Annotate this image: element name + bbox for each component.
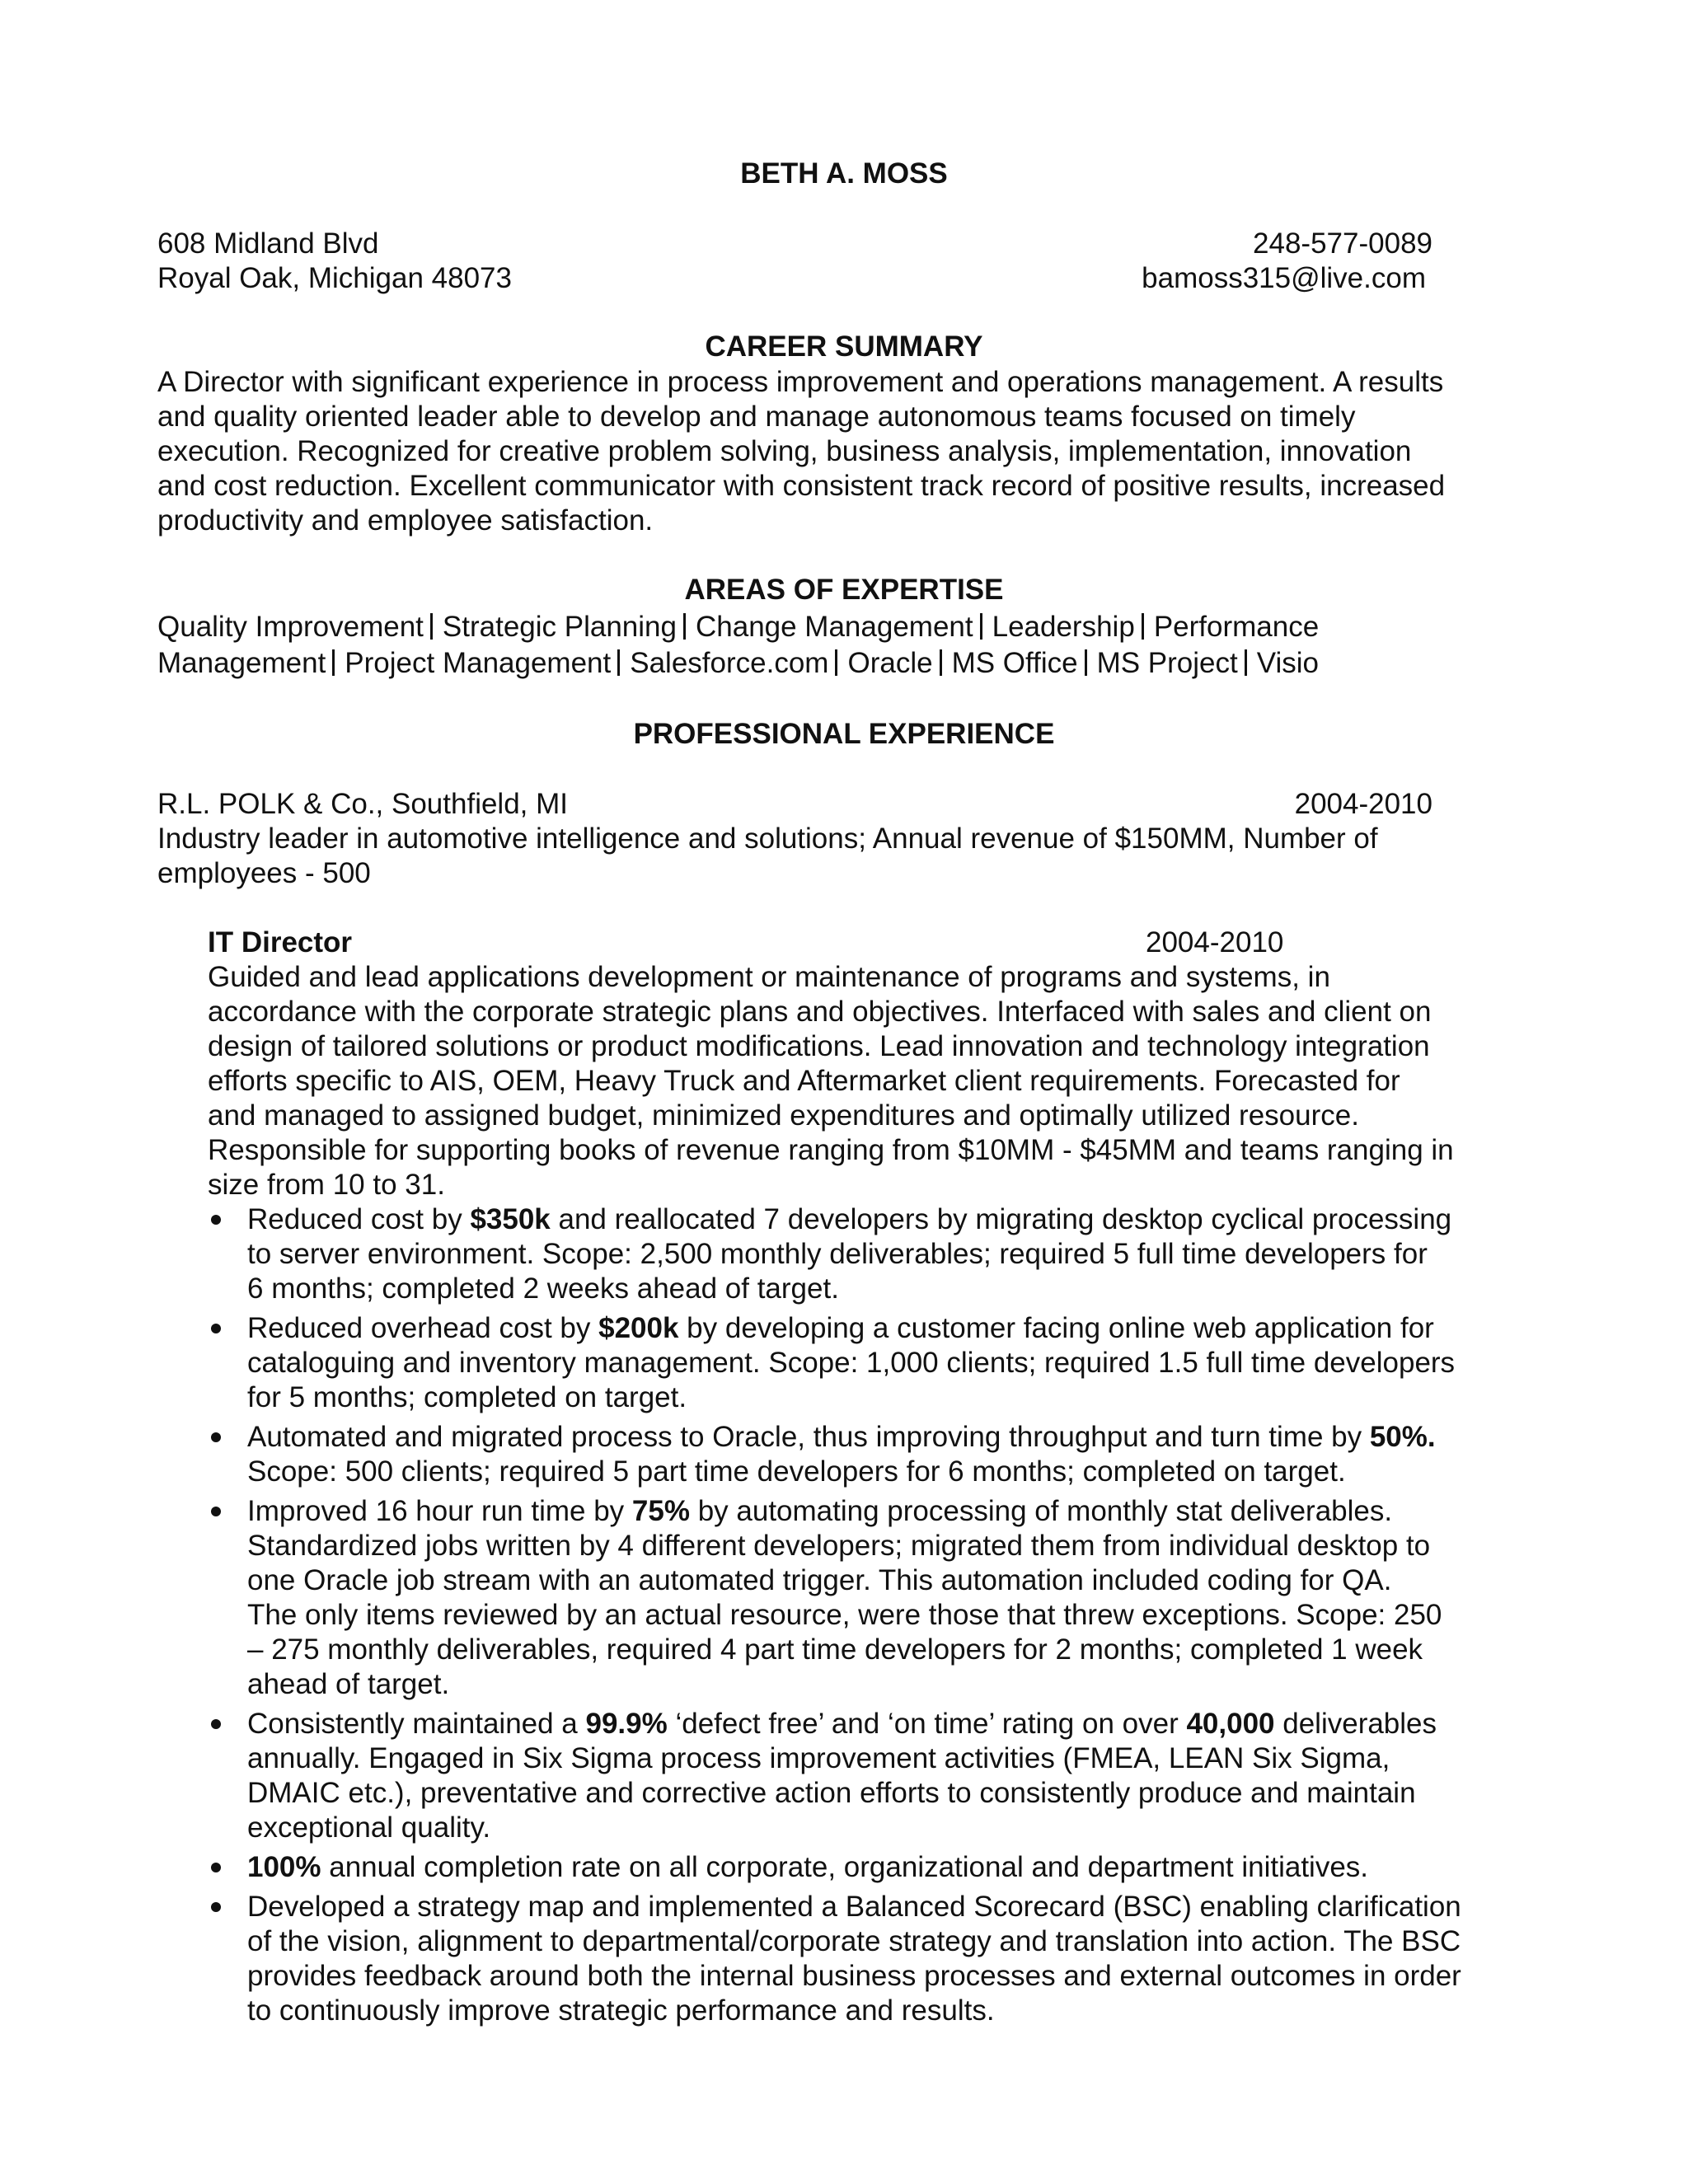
- email-address: bamoss315@live.com: [1142, 262, 1426, 294]
- text: provides feedback around both the internal business processes and external outcomes in order: [247, 1960, 1461, 1992]
- summary-line: and quality oriented leader able to develop and manage autonomous teams focused on timely: [157, 401, 1356, 433]
- separator: [835, 649, 837, 676]
- bullet-icon: [211, 1507, 221, 1516]
- company-description-line-2: employees - 500: [157, 857, 371, 889]
- text: of the vision, alignment to departmental/corporate strategy and translation into action. The BSC: [247, 1925, 1461, 1957]
- text: ‘defect free’ and ‘on time’ rating on over: [667, 1708, 1187, 1740]
- text: cataloguing and inventory management. Scope: 1,000 clients; required 1.5 full time developers: [247, 1347, 1456, 1379]
- separator: [980, 613, 982, 640]
- role-desc-line: Guided and lead applications development or maintenance of programs and systems, in: [208, 961, 1330, 993]
- achievement-item: [208, 1850, 1559, 1885]
- highlight: 100%: [247, 1851, 321, 1883]
- text: DMAIC etc.), preventative and corrective action efforts to consistently produce and maintain: [247, 1777, 1416, 1809]
- expertise-item: Strategic Planning: [442, 611, 677, 643]
- achievement-item: [208, 1494, 1559, 1702]
- highlight: $200k: [598, 1312, 679, 1344]
- summary-line: execution. Recognized for creative problem solving, business analysis, implementation, innovation: [157, 435, 1412, 467]
- separator: [1142, 613, 1144, 640]
- text: and reallocated 7 developers by migrating desktop cyclical processing: [550, 1203, 1452, 1235]
- company-dates: 2004-2010: [1294, 788, 1432, 820]
- separator: [617, 649, 620, 676]
- text: Scope: 500 clients; required 5 part time developers for 6 months; completed on target.: [247, 1455, 1346, 1488]
- expertise-item: Change Management: [695, 611, 973, 643]
- highlight: 50%.: [1369, 1421, 1436, 1453]
- expertise-item: Oracle: [847, 647, 933, 679]
- expertise-item: MS Project: [1096, 647, 1238, 679]
- expertise-item: MS Office: [951, 647, 1078, 679]
- separator: [1245, 649, 1247, 676]
- role-desc-line: and managed to assigned budget, minimized expenditures and optimally utilized resource.: [208, 1099, 1359, 1132]
- text: to continuously improve strategic performance and results.: [247, 1994, 995, 2027]
- highlight: 75%: [631, 1495, 690, 1527]
- expertise-list: [157, 610, 1534, 681]
- achievement-item: [208, 1311, 1559, 1415]
- expertise-item: Quality Improvement: [157, 611, 424, 643]
- separator: [940, 649, 942, 676]
- bullet-icon: [211, 1719, 221, 1729]
- text: 6 months; completed 2 weeks ahead of target.: [247, 1272, 839, 1305]
- summary-line: and cost reduction. Excellent communicator with consistent track record of positive results, increased: [157, 470, 1446, 502]
- address-line-1: 608 Midland Blvd: [157, 227, 379, 260]
- role-desc-line: Responsible for supporting books of revenue ranging from $10MM - $45MM and teams ranging in: [208, 1134, 1454, 1166]
- separator: [683, 613, 686, 640]
- highlight: $350k: [470, 1203, 551, 1235]
- expertise-item: Management: [157, 647, 326, 679]
- expertise-item: Salesforce.com: [630, 647, 829, 679]
- expertise-item: Visio: [1256, 647, 1319, 679]
- expertise-item: Leadership: [992, 611, 1135, 643]
- bullet-icon: [211, 1432, 221, 1442]
- role-title: IT Director: [208, 926, 353, 958]
- candidate-name: BETH A. MOSS: [740, 157, 948, 190]
- text: – 275 monthly deliverables, required 4 part time developers for 2 months; completed 1 week: [247, 1633, 1423, 1666]
- highlight: 99.9%: [585, 1708, 668, 1740]
- text: exceptional quality.: [247, 1811, 491, 1844]
- text: deliverables: [1274, 1708, 1437, 1740]
- expertise-item: Project Management: [345, 647, 612, 679]
- achievement-item: [208, 1202, 1559, 1306]
- separator: [1085, 649, 1087, 676]
- text: Automated and migrated process to Oracle, thus improving throughput and turn time by: [247, 1421, 1370, 1453]
- text: Consistently maintained a: [247, 1708, 586, 1740]
- achievements-list: [208, 1202, 1559, 2033]
- text: annual completion rate on all corporate, organizational and department initiatives.: [321, 1851, 1369, 1883]
- role-description: [208, 960, 1559, 1202]
- text: by automating processing of monthly stat deliverables.: [689, 1495, 1393, 1527]
- text: to server environment. Scope: 2,500 monthly deliverables; required 5 full time developers for: [247, 1238, 1428, 1270]
- career-summary-text: [157, 365, 1534, 538]
- text: Reduced overhead cost by: [247, 1312, 599, 1344]
- achievement-item: [208, 1707, 1559, 1845]
- separator: [332, 649, 335, 676]
- address-line-2: Royal Oak, Michigan 48073: [157, 262, 512, 294]
- text: for 5 months; completed on target.: [247, 1381, 687, 1413]
- role-desc-line: efforts specific to AIS, OEM, Heavy Truck and Aftermarket client requirements. Forecasted for: [208, 1065, 1400, 1097]
- expertise-heading: AREAS OF EXPERTISE: [684, 574, 1004, 606]
- role-desc-line: accordance with the corporate strategic plans and objectives. Interfaced with sales and client on: [208, 996, 1432, 1028]
- company-name: R.L. POLK & Co., Southfield, MI: [157, 788, 568, 820]
- summary-line: productivity and employee satisfaction.: [157, 504, 654, 537]
- text: Developed a strategy map and implemented a Balanced Scorecard (BSC) enabling clarification: [247, 1891, 1461, 1923]
- achievement-item: [208, 1420, 1559, 1489]
- text: Reduced cost by: [247, 1203, 471, 1235]
- bullet-icon: [211, 1863, 221, 1872]
- bullet-icon: [211, 1215, 221, 1225]
- experience-heading: PROFESSIONAL EXPERIENCE: [633, 718, 1055, 750]
- expertise-line-1: [157, 610, 1534, 644]
- text: The only items reviewed by an actual resource, were those that threw exceptions. Scope: 250: [247, 1599, 1442, 1631]
- achievement-item: [208, 1890, 1559, 2028]
- text: Standardized jobs written by 4 different developers; migrated them from individual desktop to: [247, 1530, 1431, 1562]
- expertise-line-2: [157, 646, 1534, 681]
- bullet-icon: [211, 1324, 221, 1333]
- text: by developing a customer facing online web application for: [678, 1312, 1434, 1344]
- expertise-item: Performance: [1153, 611, 1320, 643]
- text: annually. Engaged in Six Sigma process improvement activities (FMEA, LEAN Six Sigma,: [247, 1742, 1390, 1774]
- text: Improved 16 hour run time by: [247, 1495, 632, 1527]
- role-desc-line: size from 10 to 31.: [208, 1169, 445, 1201]
- role-dates: 2004-2010: [1146, 926, 1284, 958]
- company-description-line-1: Industry leader in automotive intelligence and solutions; Annual revenue of $150MM, Number of: [157, 823, 1378, 855]
- phone-number: 248-577-0089: [1253, 227, 1432, 260]
- career-summary-heading: CAREER SUMMARY: [705, 330, 983, 363]
- text: one Oracle job stream with an automated trigger. This automation included coding for QA.: [247, 1564, 1392, 1596]
- text: ahead of target.: [247, 1668, 450, 1700]
- summary-line: A Director with significant experience in process improvement and operations management. A results: [157, 366, 1444, 398]
- highlight: 40,000: [1186, 1708, 1275, 1740]
- separator: [430, 613, 433, 640]
- bullet-icon: [211, 1902, 221, 1912]
- role-desc-line: design of tailored solutions or product modifications. Lead innovation and technology integration: [208, 1030, 1430, 1062]
